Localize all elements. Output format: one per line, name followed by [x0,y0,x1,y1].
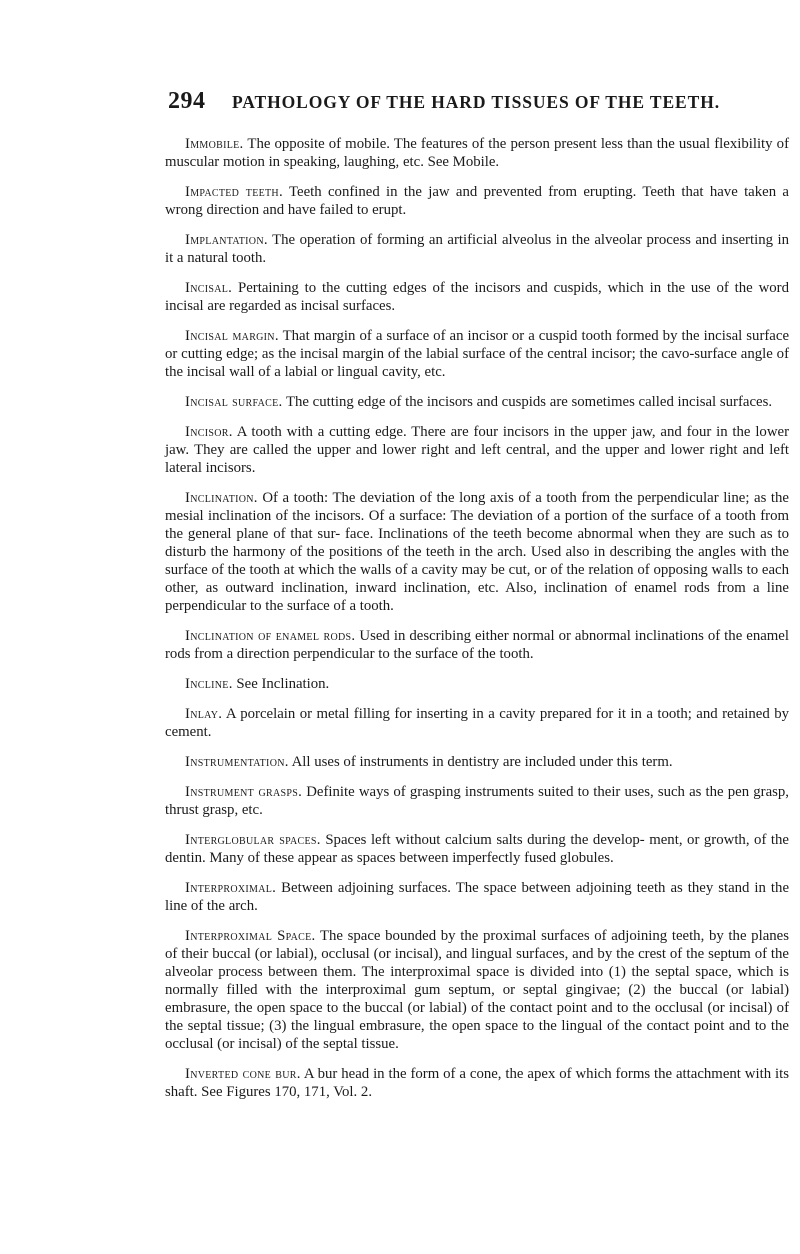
entry-term: Incisal surface. [185,394,283,410]
entry-definition: That margin of a surface of an incisor or a cuspid tooth formed by the incisal surface or cutting edge; as the incisal margin of the labial surface of the central incisor; the cavo-surface angle of the incisal wall of a labial or lingual cavity, etc. [165,328,790,380]
entry-term: Incline. [185,676,233,692]
entry-term: Instrument grasps. [185,784,303,800]
glossary-entry [165,675,789,693]
glossary-entry [165,1065,789,1101]
entry-definition: Definite ways of grasping instruments suited to their uses, such as the pen grasp, thrust grasp, etc. [165,784,789,818]
entry-term: Incisal margin. [185,328,279,344]
running-header [168,88,728,118]
glossary-entry [165,705,789,741]
entry-term: Implantation. [185,232,268,248]
entry-definition: A tooth with a cutting edge. There are four incisors in the upper jaw, and four in the lower jaw. They are called the upper and lower right and left central, and the upper and lower right and left lateral incisors. [165,424,790,476]
glossary-entry [165,831,789,867]
glossary-entry [165,627,789,663]
glossary-entry [165,927,789,1053]
entry-definition: Teeth confined in the jaw and prevented from erupting. Teeth that have taken a wrong direction and have failed to erupt. [165,184,789,218]
entry-definition: Spaces left without calcium salts during the develop- ment, or growth, of the dentin. Many of these appear as spaces between imperfectly fused globules. [165,832,789,866]
glossary-entry [165,135,789,171]
entry-term: Instrumentation. [185,754,289,770]
entry-definition: Between adjoining surfaces. The space between adjoining teeth as they stand in the line of the arch. [165,880,790,914]
entry-term: Impacted teeth. [185,184,283,200]
page-number: 294 [168,88,206,114]
entry-definition: The space bounded by the proximal surfaces of adjoining teeth, by the planes of their buccal (or labial), occlusal (or incisal), and lingual surfaces, and by the crest of the septum of the alveolar process between them. The interproximal space is divided into (1) the septal space, which is normally filled with the interproximal gum septum, or septal gingivae; (2) the buccal (or labial) embrasure, the open space to the buccal (or labial) of the contact point and to the occlusal (or incisal) of the septal tissue; (3) the lingual embrasure, the open space to the lingual of the contact point and to the occlusal (or incisal) of the septal tissue. [165,928,789,1052]
entry-definition: See Inclination. [236,676,330,692]
glossary-entry [165,783,789,819]
entry-term: Incisal. [185,280,233,296]
entry-term: Inverted cone bur. [185,1066,301,1082]
glossary-entry [165,183,789,219]
entry-definition: The cutting edge of the incisors and cuspids are sometimes called incisal surfaces. [285,394,773,410]
glossary-entry [165,279,789,315]
entry-term: Inlay. [185,706,223,722]
entry-term: Inclination of enamel rods. [185,628,356,644]
running-head-title: PATHOLOGY OF THE HARD TISSUES OF THE TEETH. [232,92,720,112]
entry-term: Immobile. [185,136,244,152]
glossary-entry [165,231,789,267]
entry-definition: Pertaining to the cutting edges of the incisors and cuspids, which in the use of the word incisal are regarded as incisal surfaces. [165,280,789,314]
entry-term: Interglobular spaces. [185,832,321,848]
entry-definition: A bur head in the form of a cone, the apex of which forms the attachment with its shaft. See Figures 170, 171, Vol. 2. [165,1066,790,1100]
entry-term: Interproximal. [185,880,277,896]
entry-term: Incisor. [185,424,233,440]
glossary-entry [165,327,789,381]
entry-definition: The opposite of mobile. The features of the person present less than the usual flexibility of muscular motion in speaking, laughing, etc. See Mobile. [165,136,789,170]
glossary-entry [165,753,789,771]
glossary-entries [165,135,789,1113]
entry-definition: The operation of forming an artificial alveolus in the alveolar process and inserting in it a natural tooth. [165,232,789,266]
glossary-entry [165,879,789,915]
glossary-entry [165,489,789,615]
entry-term: Interproximal Space. [185,928,316,944]
entry-definition: A porcelain or metal filling for inserting in a cavity prepared for it in a tooth; and retained by cement. [165,706,789,740]
entry-definition: Used in describing either normal or abnormal inclinations of the enamel rods from a direction perpendicular to the surface of the tooth. [165,628,789,662]
glossary-entry [165,423,789,477]
entry-term: Inclination. [185,490,258,506]
glossary-entry [165,393,789,411]
entry-definition: All uses of instruments in dentistry are included under this term. [291,754,673,770]
entry-definition: Of a tooth: The deviation of the long axis of a tooth from the perpendicular line; as the mesial inclination of the incisors. Of a surface: The deviation of a portion of the surface of a tooth from the general plane of that sur- face. Inclinations of the teeth become abnormal when they are such as to disturb the harmony of the positions of the teeth in the arch. Used also in describing the angles with the surface of the tooth at which the walls of a cavity may be cut, or of the relation of opposing walls to each other, as outward inclination, inward inclination, etc. Also, inclination of enamel rods from a line perpendicular to the surface of a tooth. [165,490,789,614]
